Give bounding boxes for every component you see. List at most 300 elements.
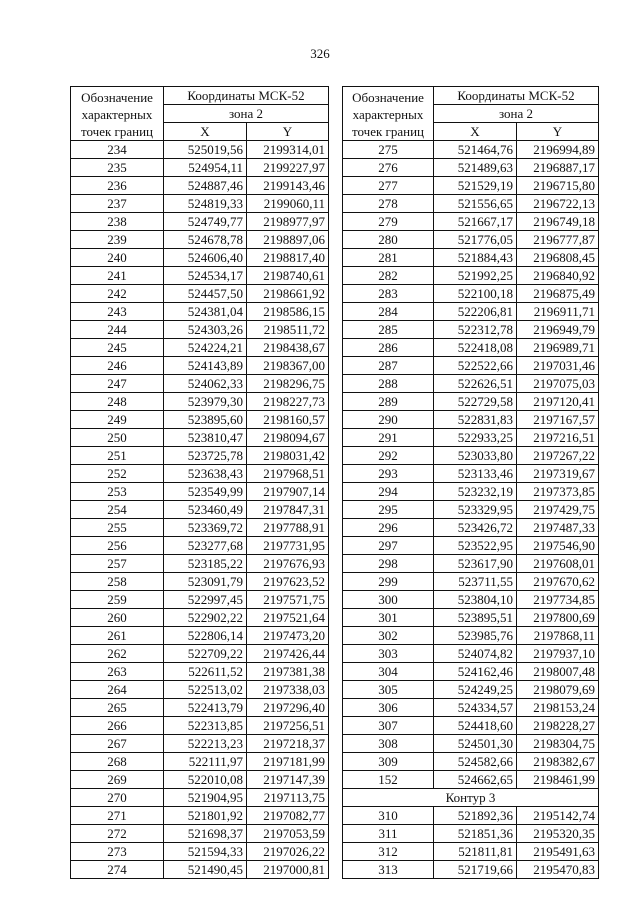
table-row <box>343 357 599 375</box>
table-row <box>343 789 599 807</box>
table-row <box>71 609 329 627</box>
y-coordinate-cell: 2197167,57 <box>517 411 599 429</box>
x-coordinate-cell: 523522,95 <box>434 537 517 555</box>
table-row <box>71 447 329 465</box>
y-coordinate-cell: 2195320,35 <box>517 825 599 843</box>
x-coordinate-cell: 521490,45 <box>164 861 247 879</box>
y-coordinate-cell: 2198511,72 <box>247 321 329 339</box>
y-coordinate-cell: 2199227,97 <box>247 159 329 177</box>
point-name-header-line3: точек границ <box>80 124 154 139</box>
point-id-cell: 267 <box>71 735 164 753</box>
point-id-cell: 240 <box>71 249 164 267</box>
point-name-header-line2: характерных <box>352 107 424 122</box>
x-coordinate-cell: 524334,57 <box>434 699 517 717</box>
x-coordinate-cell: 522997,45 <box>164 591 247 609</box>
y-coordinate-cell: 2199314,01 <box>247 141 329 159</box>
y-header: Y <box>247 123 329 141</box>
x-header: X <box>434 123 517 141</box>
x-coordinate-cell: 524501,30 <box>434 735 517 753</box>
x-coordinate-cell: 523549,99 <box>164 483 247 501</box>
x-coordinate-cell: 524143,89 <box>164 357 247 375</box>
table-row <box>343 177 599 195</box>
point-id-cell: 250 <box>71 429 164 447</box>
x-coordinate-cell: 521904,95 <box>164 789 247 807</box>
y-coordinate-cell: 2195491,63 <box>517 843 599 861</box>
x-coordinate-cell: 523725,78 <box>164 447 247 465</box>
x-coordinate-cell: 521594,33 <box>164 843 247 861</box>
table-row <box>343 807 599 825</box>
y-coordinate-cell: 2197267,22 <box>517 447 599 465</box>
point-id-cell: 268 <box>71 753 164 771</box>
table-row <box>71 663 329 681</box>
coordinates-table-left <box>70 86 329 879</box>
x-coordinate-cell: 521489,63 <box>434 159 517 177</box>
x-coordinate-cell: 522010,08 <box>164 771 247 789</box>
y-header: Y <box>517 123 599 141</box>
point-id-cell: 283 <box>343 285 434 303</box>
table-body-left <box>71 141 329 879</box>
y-coordinate-cell: 2198160,57 <box>247 411 329 429</box>
table-row <box>71 321 329 339</box>
table-row <box>71 393 329 411</box>
point-id-cell: 263 <box>71 663 164 681</box>
y-coordinate-cell: 2197868,11 <box>517 627 599 645</box>
table-row <box>343 681 599 699</box>
x-coordinate-cell: 522902,22 <box>164 609 247 627</box>
y-coordinate-cell: 2197082,77 <box>247 807 329 825</box>
point-id-cell: 312 <box>343 843 434 861</box>
y-coordinate-cell: 2198304,75 <box>517 735 599 753</box>
header-row <box>71 87 329 105</box>
y-coordinate-cell: 2197521,64 <box>247 609 329 627</box>
table-row <box>71 213 329 231</box>
y-coordinate-cell: 2195470,83 <box>517 861 599 879</box>
y-coordinate-cell: 2196887,17 <box>517 159 599 177</box>
table-row <box>343 339 599 357</box>
x-coordinate-cell: 524678,78 <box>164 231 247 249</box>
point-id-cell: 275 <box>343 141 434 159</box>
x-coordinate-cell: 524819,33 <box>164 195 247 213</box>
table-row <box>343 375 599 393</box>
table-row <box>71 555 329 573</box>
point-id-cell: 279 <box>343 213 434 231</box>
x-coordinate-cell: 521811,81 <box>434 843 517 861</box>
y-coordinate-cell: 2198382,67 <box>517 753 599 771</box>
table-row <box>71 537 329 555</box>
x-coordinate-cell: 522611,52 <box>164 663 247 681</box>
table-row <box>343 321 599 339</box>
table-row <box>343 717 599 735</box>
table-row <box>71 249 329 267</box>
y-coordinate-cell: 2197670,62 <box>517 573 599 591</box>
x-coordinate-cell: 523133,46 <box>434 465 517 483</box>
point-id-cell: 260 <box>71 609 164 627</box>
x-coordinate-cell: 521776,05 <box>434 231 517 249</box>
table-row <box>71 303 329 321</box>
table-row <box>71 411 329 429</box>
table-row <box>71 807 329 825</box>
point-name-header <box>71 87 164 141</box>
point-id-cell: 249 <box>71 411 164 429</box>
point-id-cell: 293 <box>343 465 434 483</box>
x-coordinate-cell: 523804,10 <box>434 591 517 609</box>
x-coordinate-cell: 524162,46 <box>434 663 517 681</box>
table-row <box>71 789 329 807</box>
table-row <box>71 843 329 861</box>
y-coordinate-cell: 2196840,92 <box>517 267 599 285</box>
table-row <box>343 429 599 447</box>
coords-header-line1: Координаты МСК-52 <box>164 87 329 105</box>
y-coordinate-cell: 2197907,14 <box>247 483 329 501</box>
table-row <box>343 735 599 753</box>
x-header: X <box>164 123 247 141</box>
point-id-cell: 259 <box>71 591 164 609</box>
table-row <box>343 519 599 537</box>
x-coordinate-cell: 522213,23 <box>164 735 247 753</box>
table-row <box>343 141 599 159</box>
point-id-cell: 258 <box>71 573 164 591</box>
x-coordinate-cell: 524534,17 <box>164 267 247 285</box>
x-coordinate-cell: 521884,43 <box>434 249 517 267</box>
point-id-cell: 310 <box>343 807 434 825</box>
y-coordinate-cell: 2198897,06 <box>247 231 329 249</box>
x-coordinate-cell: 522522,66 <box>434 357 517 375</box>
y-coordinate-cell: 2197216,51 <box>517 429 599 447</box>
x-coordinate-cell: 522933,25 <box>434 429 517 447</box>
point-id-cell: 308 <box>343 735 434 753</box>
point-id-cell: 298 <box>343 555 434 573</box>
table-row <box>343 483 599 501</box>
table-row <box>71 375 329 393</box>
point-id-cell: 273 <box>71 843 164 861</box>
y-coordinate-cell: 2197000,81 <box>247 861 329 879</box>
table-row <box>343 555 599 573</box>
y-coordinate-cell: 2197937,10 <box>517 645 599 663</box>
x-coordinate-cell: 524749,77 <box>164 213 247 231</box>
table-row <box>71 501 329 519</box>
x-coordinate-cell: 523711,55 <box>434 573 517 591</box>
y-coordinate-cell: 2197429,75 <box>517 501 599 519</box>
y-coordinate-cell: 2196949,79 <box>517 321 599 339</box>
point-name-header-line1: Обозначение <box>81 90 153 105</box>
point-id-cell: 265 <box>71 699 164 717</box>
point-id-cell: 311 <box>343 825 434 843</box>
coords-header-line1: Координаты МСК-52 <box>434 87 599 105</box>
table-row <box>71 483 329 501</box>
table-row <box>343 573 599 591</box>
table-row <box>71 717 329 735</box>
x-coordinate-cell: 522806,14 <box>164 627 247 645</box>
table-row <box>343 249 599 267</box>
table-row <box>71 753 329 771</box>
x-coordinate-cell: 524303,26 <box>164 321 247 339</box>
x-coordinate-cell: 522206,81 <box>434 303 517 321</box>
table-row <box>71 267 329 285</box>
point-id-cell: 276 <box>343 159 434 177</box>
point-id-cell: 242 <box>71 285 164 303</box>
y-coordinate-cell: 2197296,40 <box>247 699 329 717</box>
y-coordinate-cell: 2196875,49 <box>517 285 599 303</box>
table-row <box>71 465 329 483</box>
table-row <box>343 627 599 645</box>
point-name-header-line1: Обозначение <box>352 90 424 105</box>
x-coordinate-cell: 523979,30 <box>164 393 247 411</box>
y-coordinate-cell: 2197734,85 <box>517 591 599 609</box>
point-id-cell: 235 <box>71 159 164 177</box>
table-row <box>343 465 599 483</box>
point-id-cell: 278 <box>343 195 434 213</box>
table-row <box>343 195 599 213</box>
point-id-cell: 272 <box>71 825 164 843</box>
point-id-cell: 274 <box>71 861 164 879</box>
point-id-cell: 262 <box>71 645 164 663</box>
y-coordinate-cell: 2196749,18 <box>517 213 599 231</box>
y-coordinate-cell: 2198079,69 <box>517 681 599 699</box>
y-coordinate-cell: 2197181,99 <box>247 753 329 771</box>
table-row <box>343 303 599 321</box>
y-coordinate-cell: 2197218,37 <box>247 735 329 753</box>
y-coordinate-cell: 2198094,67 <box>247 429 329 447</box>
y-coordinate-cell: 2196994,89 <box>517 141 599 159</box>
table-row <box>71 519 329 537</box>
y-coordinate-cell: 2197053,59 <box>247 825 329 843</box>
y-coordinate-cell: 2197608,01 <box>517 555 599 573</box>
x-coordinate-cell: 521992,25 <box>434 267 517 285</box>
y-coordinate-cell: 2197800,69 <box>517 609 599 627</box>
y-coordinate-cell: 2198977,97 <box>247 213 329 231</box>
point-id-cell: 254 <box>71 501 164 519</box>
x-coordinate-cell: 523810,47 <box>164 429 247 447</box>
x-coordinate-cell: 524954,11 <box>164 159 247 177</box>
table-row <box>343 645 599 663</box>
point-id-cell: 302 <box>343 627 434 645</box>
point-id-cell: 309 <box>343 753 434 771</box>
x-coordinate-cell: 525019,56 <box>164 141 247 159</box>
point-id-cell: 305 <box>343 681 434 699</box>
coordinates-table-right <box>342 86 599 879</box>
x-coordinate-cell: 523185,22 <box>164 555 247 573</box>
x-coordinate-cell: 524418,60 <box>434 717 517 735</box>
table-row <box>343 213 599 231</box>
x-coordinate-cell: 521698,37 <box>164 825 247 843</box>
y-coordinate-cell: 2196989,71 <box>517 339 599 357</box>
point-id-cell: 287 <box>343 357 434 375</box>
table-row <box>71 627 329 645</box>
x-coordinate-cell: 523638,43 <box>164 465 247 483</box>
table-row <box>343 825 599 843</box>
point-id-cell: 247 <box>71 375 164 393</box>
point-id-cell: 152 <box>343 771 434 789</box>
y-coordinate-cell: 2197546,90 <box>517 537 599 555</box>
point-id-cell: 313 <box>343 861 434 879</box>
x-coordinate-cell: 523091,79 <box>164 573 247 591</box>
point-id-cell: 270 <box>71 789 164 807</box>
y-coordinate-cell: 2198661,92 <box>247 285 329 303</box>
y-coordinate-cell: 2196715,80 <box>517 177 599 195</box>
x-coordinate-cell: 524662,65 <box>434 771 517 789</box>
x-coordinate-cell: 523329,95 <box>434 501 517 519</box>
x-coordinate-cell: 521464,76 <box>434 141 517 159</box>
point-id-cell: 301 <box>343 609 434 627</box>
table-row <box>71 231 329 249</box>
table-row <box>71 195 329 213</box>
point-id-cell: 234 <box>71 141 164 159</box>
x-coordinate-cell: 524457,50 <box>164 285 247 303</box>
coords-header-line2: зона 2 <box>434 105 599 123</box>
point-id-cell: 256 <box>71 537 164 555</box>
x-coordinate-cell: 524249,25 <box>434 681 517 699</box>
y-coordinate-cell: 2197147,39 <box>247 771 329 789</box>
point-id-cell: 303 <box>343 645 434 663</box>
y-coordinate-cell: 2197676,93 <box>247 555 329 573</box>
x-coordinate-cell: 524606,40 <box>164 249 247 267</box>
x-coordinate-cell: 522831,83 <box>434 411 517 429</box>
x-coordinate-cell: 523033,80 <box>434 447 517 465</box>
point-id-cell: 264 <box>71 681 164 699</box>
y-coordinate-cell: 2197120,41 <box>517 393 599 411</box>
point-id-cell: 241 <box>71 267 164 285</box>
y-coordinate-cell: 2198228,27 <box>517 717 599 735</box>
y-coordinate-cell: 2198296,75 <box>247 375 329 393</box>
point-id-cell: 281 <box>343 249 434 267</box>
y-coordinate-cell: 2197731,95 <box>247 537 329 555</box>
point-id-cell: 253 <box>71 483 164 501</box>
y-coordinate-cell: 2198817,40 <box>247 249 329 267</box>
table-row <box>343 411 599 429</box>
x-coordinate-cell: 522312,78 <box>434 321 517 339</box>
table-row <box>343 591 599 609</box>
y-coordinate-cell: 2197571,75 <box>247 591 329 609</box>
point-id-cell: 282 <box>343 267 434 285</box>
x-coordinate-cell: 521892,36 <box>434 807 517 825</box>
point-id-cell: 286 <box>343 339 434 357</box>
y-coordinate-cell: 2196911,71 <box>517 303 599 321</box>
x-coordinate-cell: 522413,79 <box>164 699 247 717</box>
y-coordinate-cell: 2198031,42 <box>247 447 329 465</box>
y-coordinate-cell: 2197847,31 <box>247 501 329 519</box>
x-coordinate-cell: 522100,18 <box>434 285 517 303</box>
point-id-cell: 291 <box>343 429 434 447</box>
y-coordinate-cell: 2199143,46 <box>247 177 329 195</box>
table-row <box>71 591 329 609</box>
y-coordinate-cell: 2197487,33 <box>517 519 599 537</box>
point-id-cell: 277 <box>343 177 434 195</box>
y-coordinate-cell: 2198367,00 <box>247 357 329 375</box>
point-id-cell: 238 <box>71 213 164 231</box>
y-coordinate-cell: 2197256,51 <box>247 717 329 735</box>
point-id-cell: 244 <box>71 321 164 339</box>
point-id-cell: 292 <box>343 447 434 465</box>
point-id-cell: 288 <box>343 375 434 393</box>
point-id-cell: 304 <box>343 663 434 681</box>
table-row <box>343 393 599 411</box>
point-id-cell: 271 <box>71 807 164 825</box>
table-row <box>71 159 329 177</box>
y-coordinate-cell: 2197788,91 <box>247 519 329 537</box>
y-coordinate-cell: 2197623,52 <box>247 573 329 591</box>
table-row <box>343 231 599 249</box>
y-coordinate-cell: 2197473,20 <box>247 627 329 645</box>
table-row <box>71 357 329 375</box>
y-coordinate-cell: 2197968,51 <box>247 465 329 483</box>
point-id-cell: 290 <box>343 411 434 429</box>
y-coordinate-cell: 2197381,38 <box>247 663 329 681</box>
x-coordinate-cell: 523895,51 <box>434 609 517 627</box>
x-coordinate-cell: 521529,19 <box>434 177 517 195</box>
x-coordinate-cell: 522313,85 <box>164 717 247 735</box>
table-row <box>343 771 599 789</box>
x-coordinate-cell: 524887,46 <box>164 177 247 195</box>
x-coordinate-cell: 521667,17 <box>434 213 517 231</box>
y-coordinate-cell: 2196777,87 <box>517 231 599 249</box>
table-row <box>71 771 329 789</box>
point-id-cell: 243 <box>71 303 164 321</box>
x-coordinate-cell: 524062,33 <box>164 375 247 393</box>
table-row <box>71 573 329 591</box>
x-coordinate-cell: 521801,92 <box>164 807 247 825</box>
point-name-header-line2: характерных <box>81 107 153 122</box>
x-coordinate-cell: 524074,82 <box>434 645 517 663</box>
x-coordinate-cell: 524381,04 <box>164 303 247 321</box>
x-coordinate-cell: 522418,08 <box>434 339 517 357</box>
table-row <box>343 267 599 285</box>
y-coordinate-cell: 2197026,22 <box>247 843 329 861</box>
point-id-cell: 294 <box>343 483 434 501</box>
y-coordinate-cell: 2198461,99 <box>517 771 599 789</box>
table-row <box>343 753 599 771</box>
table-row <box>71 645 329 663</box>
y-coordinate-cell: 2198740,61 <box>247 267 329 285</box>
x-coordinate-cell: 521851,36 <box>434 825 517 843</box>
y-coordinate-cell: 2197426,44 <box>247 645 329 663</box>
x-coordinate-cell: 521719,66 <box>434 861 517 879</box>
point-id-cell: 297 <box>343 537 434 555</box>
table-row <box>71 861 329 879</box>
y-coordinate-cell: 2197031,46 <box>517 357 599 375</box>
y-coordinate-cell: 2197338,03 <box>247 681 329 699</box>
point-id-cell: 300 <box>343 591 434 609</box>
table-row <box>343 159 599 177</box>
y-coordinate-cell: 2197319,67 <box>517 465 599 483</box>
y-coordinate-cell: 2198007,48 <box>517 663 599 681</box>
point-name-header <box>343 87 434 141</box>
point-id-cell: 299 <box>343 573 434 591</box>
page-number: 326 <box>310 46 330 61</box>
point-id-cell: 269 <box>71 771 164 789</box>
table-row <box>343 843 599 861</box>
header-row <box>343 87 599 105</box>
point-id-cell: 266 <box>71 717 164 735</box>
table-row <box>343 609 599 627</box>
point-id-cell: 307 <box>343 717 434 735</box>
coords-header-line2: зона 2 <box>164 105 329 123</box>
y-coordinate-cell: 2198586,15 <box>247 303 329 321</box>
table-row <box>71 339 329 357</box>
point-id-cell: 261 <box>71 627 164 645</box>
table-row <box>343 699 599 717</box>
point-id-cell: 257 <box>71 555 164 573</box>
x-coordinate-cell: 523277,68 <box>164 537 247 555</box>
point-id-cell: 280 <box>343 231 434 249</box>
point-id-cell: 296 <box>343 519 434 537</box>
y-coordinate-cell: 2198227,73 <box>247 393 329 411</box>
table-row <box>71 141 329 159</box>
point-name-header-line3: точек границ <box>351 124 425 139</box>
point-id-cell: 246 <box>71 357 164 375</box>
table-row <box>71 681 329 699</box>
y-coordinate-cell: 2196722,13 <box>517 195 599 213</box>
x-coordinate-cell: 524224,21 <box>164 339 247 357</box>
